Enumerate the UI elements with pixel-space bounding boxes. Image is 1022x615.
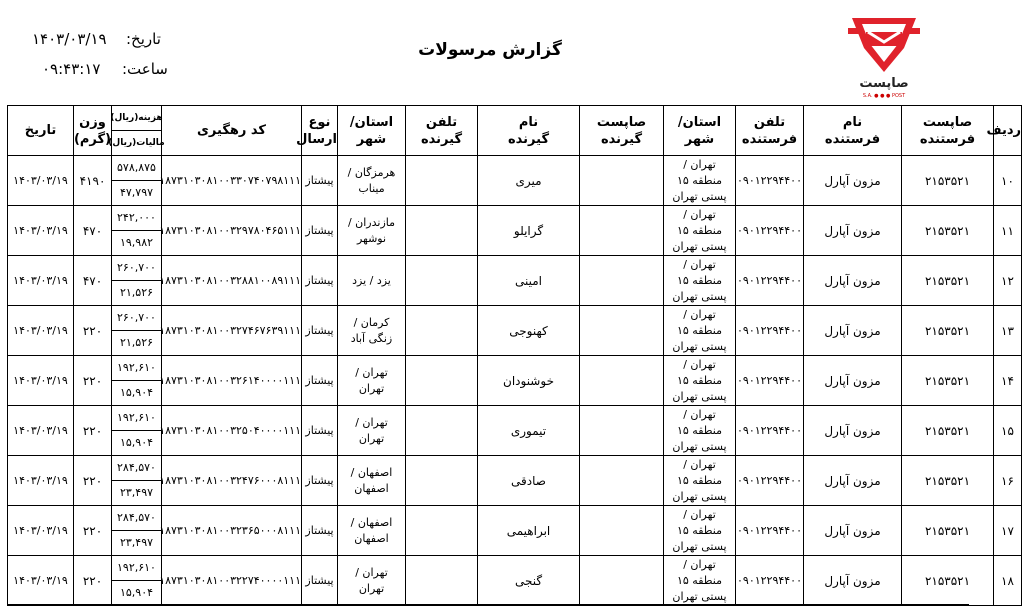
cell-line: تهران /	[355, 565, 388, 579]
cell-row: ۱۰	[994, 156, 1022, 206]
cell-line: پستی تهران	[672, 339, 727, 353]
cell-row: ۱۲	[994, 256, 1022, 306]
footer-divider	[7, 604, 969, 605]
cell-line: پستی تهران	[672, 239, 727, 253]
cell-date: ۱۴۰۳/۰۳/۱۹	[8, 306, 74, 356]
col-send-type: نوع ارسال	[302, 106, 338, 156]
cell-tracking: ۱۸۷۳۱۰۳۰۸۱۰۰۳۲۸۸۱۰۰۸۹۱۱۱	[162, 256, 302, 306]
time-value: ۰۹:۴۳:۱۷	[42, 60, 101, 78]
cell-sender-province	[664, 306, 736, 356]
cell-line: پستی تهران	[672, 439, 727, 453]
cell-line: پستی تهران	[672, 289, 727, 303]
cell-line: تهران /	[683, 357, 716, 371]
cell-sender-code: ۲۱۵۳۵۲۱	[902, 406, 994, 456]
cell-receiver-province	[338, 406, 406, 456]
cell-sender-code: ۲۱۵۳۵۲۱	[902, 356, 994, 406]
cell-send-type: پیشتاز	[302, 556, 338, 606]
cell-sender-phone: ۰۹۰۱۲۲۹۴۴۰۰	[736, 156, 804, 206]
cell-tracking: ۱۸۷۳۱۰۳۰۸۱۰۰۳۲۶۱۴۰۰۰۰۱۱۱	[162, 356, 302, 406]
cell-receiver-phone	[406, 356, 478, 406]
col-receiver-name: نام گیرنده	[478, 106, 580, 156]
cell-cost	[112, 206, 162, 256]
cell-send-type: پیشتاز	[302, 456, 338, 506]
cell-receiver-name: امینی	[478, 256, 580, 306]
cell-receiver-phone	[406, 306, 478, 356]
cell-sender-code: ۲۱۵۳۵۲۱	[902, 156, 994, 206]
cell-receiver-name: خوشنودان	[478, 356, 580, 406]
cell-cost	[112, 156, 162, 206]
col-sender-province: استان/ شهر	[664, 106, 736, 156]
cell-tax-value: ۲۳,۴۹۷	[112, 530, 161, 555]
cell-line: اصفهان	[354, 481, 389, 495]
company-logo	[848, 14, 920, 100]
cell-sender-phone: ۰۹۰۱۲۲۹۴۴۰۰	[736, 406, 804, 456]
cell-line: تهران	[358, 581, 385, 595]
cell-receiver-province	[338, 456, 406, 506]
cell-line: اصفهان /	[350, 465, 393, 479]
cell-tax-value: ۱۹,۹۸۲	[112, 230, 161, 255]
cell-row: ۱۱	[994, 206, 1022, 256]
cell-date: ۱۴۰۳/۰۳/۱۹	[8, 456, 74, 506]
cell-tracking: ۱۸۷۳۱۰۳۰۸۱۰۰۳۲۵۰۴۰۰۰۰۱۱۱	[162, 406, 302, 456]
cell-receiver-code	[580, 506, 664, 556]
cell-sender-province	[664, 556, 736, 606]
table-row	[8, 506, 1022, 556]
cell-receiver-code	[580, 556, 664, 606]
logo-shield-icon	[848, 14, 920, 76]
cell-sender-province	[664, 156, 736, 206]
cell-line: پستی تهران	[672, 539, 727, 553]
cell-tax-value: ۲۳,۴۹۷	[112, 480, 161, 505]
cell-sender-province	[664, 456, 736, 506]
cell-date: ۱۴۰۳/۰۳/۱۹	[8, 356, 74, 406]
cell-line: اصفهان /	[350, 515, 393, 529]
cell-sender-name: مزون آپارل	[804, 156, 902, 206]
cell-line: منطقه ۱۵	[676, 173, 723, 187]
cell-send-type: پیشتاز	[302, 356, 338, 406]
cell-receiver-code	[580, 206, 664, 256]
col-cost	[108, 106, 165, 156]
cell-sender-phone: ۰۹۰۱۲۲۹۴۴۰۰	[736, 256, 804, 306]
cell-cost-value: ۲۶۰,۷۰۰	[117, 261, 156, 274]
cell-receiver-phone	[406, 156, 478, 206]
cell-send-type: پیشتاز	[302, 256, 338, 306]
cell-cost	[112, 306, 162, 356]
cell-row: ۱۴	[994, 356, 1022, 406]
col-tracking: کد رهگیری	[162, 106, 302, 156]
cell-row: ۱۵	[994, 406, 1022, 456]
col-receiver-code: صاپست گیرنده	[580, 106, 664, 156]
cell-receiver-name: کهنوجی	[478, 306, 580, 356]
cell-cost	[112, 506, 162, 556]
cell-tracking: ۱۸۷۳۱۰۳۰۸۱۰۰۳۲۴۷۶۰۰۰۸۱۱۱	[162, 456, 302, 506]
col-sender-code: صاپست فرستنده	[902, 106, 994, 156]
cell-date: ۱۴۰۳/۰۳/۱۹	[8, 406, 74, 456]
cell-weight: ۴۱۹۰	[74, 156, 112, 206]
cell-line: منطقه ۱۵	[676, 473, 723, 487]
cell-tracking: ۱۸۷۳۱۰۳۰۸۱۰۰۳۲۹۷۸۰۴۶۵۱۱۱	[162, 206, 302, 256]
report-header	[0, 0, 976, 105]
cell-weight: ۲۲۰	[74, 506, 112, 556]
col-date: تاریخ	[8, 106, 74, 156]
cell-line: منطقه ۱۵	[676, 573, 723, 587]
table-row	[8, 556, 1022, 606]
cell-receiver-code	[580, 256, 664, 306]
cell-tax-value: ۲۱,۵۲۶	[112, 280, 161, 305]
cell-receiver-phone	[406, 456, 478, 506]
cell-cost	[112, 406, 162, 456]
table-row	[8, 306, 1022, 356]
cell-line: تهران /	[355, 365, 388, 379]
col-cost-top: هزینه(ریال)	[110, 112, 163, 123]
cell-sender-name: مزون آپارل	[804, 356, 902, 406]
cell-receiver-name: گنجی	[478, 556, 580, 606]
cell-line: میناب	[358, 181, 385, 195]
cell-sender-province	[664, 256, 736, 306]
cell-line: پستی تهران	[672, 489, 727, 503]
shipments-table	[7, 105, 1022, 606]
cell-receiver-name: گرایلو	[478, 206, 580, 256]
logo-name: صاپست	[859, 76, 909, 91]
cell-line: منطقه ۱۵	[676, 373, 723, 387]
cell-line: تهران /	[683, 407, 716, 421]
cell-receiver-code	[580, 156, 664, 206]
cell-sender-phone: ۰۹۰۱۲۲۹۴۴۰۰	[736, 506, 804, 556]
cell-weight: ۲۲۰	[74, 306, 112, 356]
date-value: ۱۴۰۳/۰۳/۱۹	[32, 30, 107, 48]
cell-sender-name: مزون آپارل	[804, 306, 902, 356]
cell-row: ۱۳	[994, 306, 1022, 356]
cell-line: مازندران /	[347, 215, 396, 229]
cell-sender-code: ۲۱۵۳۵۲۱	[902, 556, 994, 606]
cell-cost	[112, 556, 162, 606]
cell-receiver-phone	[406, 256, 478, 306]
cell-sender-code: ۲۱۵۳۵۲۱	[902, 206, 994, 256]
cell-cost	[112, 256, 162, 306]
cell-weight: ۲۲۰	[74, 356, 112, 406]
cell-receiver-province	[338, 506, 406, 556]
cell-line: پستی تهران	[672, 189, 727, 203]
cell-date: ۱۴۰۳/۰۳/۱۹	[8, 206, 74, 256]
cell-receiver-province	[338, 356, 406, 406]
cell-sender-code: ۲۱۵۳۵۲۱	[902, 306, 994, 356]
cell-date: ۱۴۰۳/۰۳/۱۹	[8, 556, 74, 606]
col-receiver-phone: تلفن گیرنده	[406, 106, 478, 156]
cell-line: تهران	[358, 431, 385, 445]
col-receiver-province: استان/ شهر	[338, 106, 406, 156]
cell-send-type: پیشتاز	[302, 506, 338, 556]
cell-receiver-code	[580, 406, 664, 456]
cell-send-type: پیشتاز	[302, 306, 338, 356]
cell-sender-phone: ۰۹۰۱۲۲۹۴۴۰۰	[736, 356, 804, 406]
cell-cost-value: ۲۶۰,۷۰۰	[117, 311, 156, 324]
cell-receiver-name: میری	[478, 156, 580, 206]
cell-cost-value: ۲۸۴,۵۷۰	[117, 511, 156, 524]
cell-sender-phone: ۰۹۰۱۲۲۹۴۴۰۰	[736, 306, 804, 356]
cell-receiver-code	[580, 456, 664, 506]
cell-receiver-code	[580, 356, 664, 406]
cell-tracking: ۱۸۷۳۱۰۳۰۸۱۰۰۳۲۳۶۵۰۰۰۸۱۱۱	[162, 506, 302, 556]
cell-cost	[112, 356, 162, 406]
table-row	[8, 206, 1022, 256]
cell-cost-value: ۲۴۲,۰۰۰	[117, 211, 156, 224]
cell-line: منطقه ۱۵	[676, 223, 723, 237]
cell-tax-value: ۱۵,۹۰۴	[112, 430, 161, 455]
col-weight: وزن (گرم)	[74, 106, 112, 156]
cell-sender-phone: ۰۹۰۱۲۲۹۴۴۰۰	[736, 206, 804, 256]
table-row	[8, 456, 1022, 506]
cell-sender-name: مزون آپارل	[804, 506, 902, 556]
cell-sender-province	[664, 206, 736, 256]
cell-weight: ۴۷۰	[74, 206, 112, 256]
cell-receiver-province	[338, 306, 406, 356]
cell-line: تهران /	[683, 157, 716, 171]
cell-line: تهران /	[683, 207, 716, 221]
col-sender-phone: تلفن فرستنده	[736, 106, 804, 156]
col-sender-name: نام فرستنده	[804, 106, 902, 156]
cell-sender-name: مزون آپارل	[804, 206, 902, 256]
cell-cost-value: ۱۹۲,۶۱۰	[117, 561, 156, 574]
cell-sender-code: ۲۱۵۳۵۲۱	[902, 256, 994, 306]
cell-line: زنگی آباد	[350, 331, 393, 345]
cell-send-type: پیشتاز	[302, 206, 338, 256]
cell-sender-name: مزون آپارل	[804, 406, 902, 456]
cell-weight: ۲۲۰	[74, 406, 112, 456]
cell-receiver-name: صادقی	[478, 456, 580, 506]
cell-receiver-province	[338, 156, 406, 206]
cell-send-type: پیشتاز	[302, 156, 338, 206]
cell-cost-value: ۵۷۸,۸۷۵	[117, 161, 156, 174]
cell-sender-phone: ۰۹۰۱۲۲۹۴۴۰۰	[736, 456, 804, 506]
cell-sender-phone: ۰۹۰۱۲۲۹۴۴۰۰	[736, 556, 804, 606]
cell-sender-province	[664, 406, 736, 456]
cell-line: منطقه ۱۵	[676, 323, 723, 337]
cell-tracking: ۱۸۷۳۱۰۳۰۸۱۰۰۳۳۰۷۴۰۷۹۸۱۱۱	[162, 156, 302, 206]
logo-subtitle: S.A. ● ● ● POST	[862, 93, 906, 99]
cell-receiver-code	[580, 306, 664, 356]
cell-line: منطقه ۱۵	[676, 523, 723, 537]
cell-sender-code: ۲۱۵۳۵۲۱	[902, 456, 994, 506]
table-row	[8, 256, 1022, 306]
cell-line: تهران /	[683, 307, 716, 321]
col-row: ردیف	[994, 106, 1022, 156]
cell-cost-value: ۱۹۲,۶۱۰	[117, 411, 156, 424]
cell-line: پستی تهران	[672, 589, 727, 603]
cell-cost-value: ۲۸۴,۵۷۰	[117, 461, 156, 474]
cell-weight: ۴۷۰	[74, 256, 112, 306]
cell-tax-value: ۱۵,۹۰۴	[112, 580, 161, 605]
cell-line: تهران /	[683, 557, 716, 571]
cell-sender-name: مزون آپارل	[804, 556, 902, 606]
cell-line: نوشهر	[356, 231, 387, 245]
cell-line: تهران	[358, 381, 385, 395]
cell-tax-value: ۲۱,۵۲۶	[112, 330, 161, 355]
cell-sender-name: مزون آپارل	[804, 256, 902, 306]
cell-line: پستی تهران	[672, 389, 727, 403]
cell-cost	[112, 456, 162, 506]
date-label: تاریخ:	[126, 30, 161, 48]
cell-receiver-name: تیموری	[478, 406, 580, 456]
cell-sender-code: ۲۱۵۳۵۲۱	[902, 506, 994, 556]
cell-tax-value: ۱۵,۹۰۴	[112, 380, 161, 405]
cell-line: یزد / یزد	[352, 273, 391, 287]
cell-sender-name: مزون آپارل	[804, 456, 902, 506]
cell-line: اصفهان	[354, 531, 389, 545]
table-row	[8, 156, 1022, 206]
cell-row: ۱۶	[994, 456, 1022, 506]
cell-line: منطقه ۱۵	[676, 423, 723, 437]
cell-receiver-phone	[406, 406, 478, 456]
table-row	[8, 356, 1022, 406]
cell-tax-value: ۴۷,۷۹۷	[112, 180, 161, 205]
cell-line: تهران /	[683, 507, 716, 521]
cell-receiver-phone	[406, 206, 478, 256]
cell-row: ۱۸	[994, 556, 1022, 606]
cell-row: ۱۷	[994, 506, 1022, 556]
table-row	[8, 406, 1022, 456]
cell-sender-province	[664, 356, 736, 406]
cell-receiver-phone	[406, 556, 478, 606]
cell-receiver-province	[338, 556, 406, 606]
col-cost-bottom: مالیات(ریال)	[112, 130, 161, 155]
cell-cost-value: ۱۹۲,۶۱۰	[117, 361, 156, 374]
cell-date: ۱۴۰۳/۰۳/۱۹	[8, 156, 74, 206]
cell-receiver-name: ابراهیمی	[478, 506, 580, 556]
cell-line: تهران /	[683, 457, 716, 471]
cell-weight: ۲۲۰	[74, 556, 112, 606]
cell-receiver-province	[338, 256, 406, 306]
cell-send-type: پیشتاز	[302, 406, 338, 456]
table-header-row	[8, 106, 1022, 156]
cell-date: ۱۴۰۳/۰۳/۱۹	[8, 506, 74, 556]
cell-tracking: ۱۸۷۳۱۰۳۰۸۱۰۰۳۲۲۷۴۰۰۰۰۱۱۱	[162, 556, 302, 606]
cell-date: ۱۴۰۳/۰۳/۱۹	[8, 256, 74, 306]
cell-receiver-phone	[406, 506, 478, 556]
cell-sender-province	[664, 506, 736, 556]
cell-tracking: ۱۸۷۳۱۰۳۰۸۱۰۰۳۲۷۴۶۷۶۳۹۱۱۱	[162, 306, 302, 356]
cell-receiver-province	[338, 206, 406, 256]
cell-weight: ۲۲۰	[74, 456, 112, 506]
cell-line: کرمان /	[353, 315, 390, 329]
page-title: گزارش مرسولات	[418, 40, 562, 60]
cell-line: منطقه ۱۵	[676, 273, 723, 287]
cell-line: تهران /	[683, 257, 716, 271]
cell-line: هرمزگان /	[347, 165, 396, 179]
time-label: ساعت:	[122, 60, 168, 78]
cell-line: تهران /	[355, 415, 388, 429]
